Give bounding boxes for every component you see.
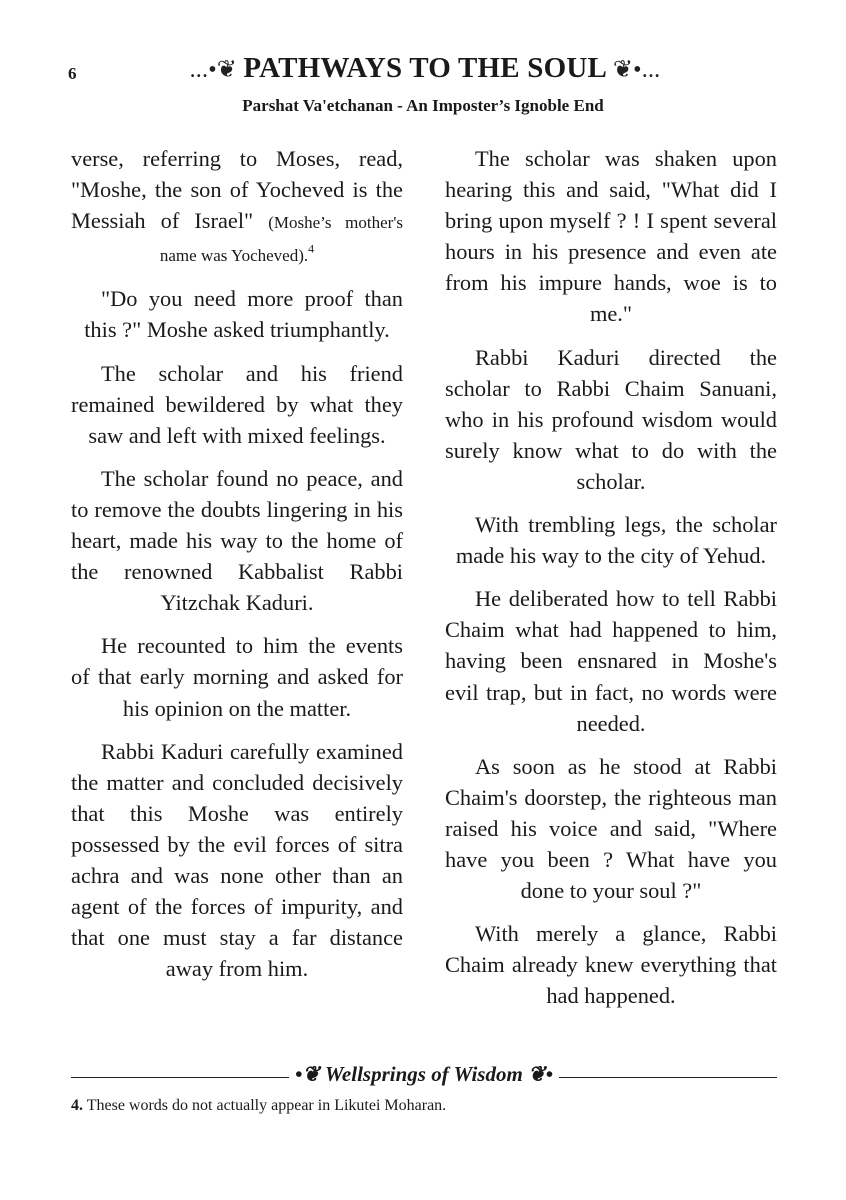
paragraph: As soon as he stood at Rabbi Chaim's doorstep, the righteous man raised his voice and said, "Where have you been ? What have you done to your soul ?"	[445, 753, 777, 904]
footnote-reference[interactable]: 4	[308, 241, 315, 256]
divider-ornament-icon: •❦	[294, 1062, 325, 1086]
parenthetical-note: (Moshe’s mother's name was Yocheved).	[159, 213, 404, 266]
left-flourish-ornament: ...•❦	[189, 57, 244, 83]
footnote-divider	[71, 1062, 777, 1092]
right-column	[445, 143, 777, 1023]
paragraph: He deliberated how to tell Rabbi Chaim what had happened to him, having been ensnared in Moshe's evil trap, but in fact, no words were needed.	[445, 586, 777, 736]
page-number: 6	[68, 64, 77, 83]
paragraph-text: verse, referring to Moses, read, "Moshe, the son of Yocheved is the Messiah of Israel"	[71, 146, 403, 234]
running-title	[130, 52, 720, 85]
footnote	[71, 1097, 777, 1115]
paragraph: He recounted to him the events of that early morning and asked for his opinion on the matter.	[71, 633, 403, 721]
paragraph: With merely a glance, Rabbi Chaim already knew everything that had happened.	[445, 921, 777, 1009]
right-flourish-ornament: ❦•...	[612, 57, 661, 83]
paragraph: With trembling legs, the scholar made his way to the city of Yehud.	[455, 512, 777, 569]
paragraph: Rabbi Kaduri directed the scholar to Rabbi Chaim Sanuani, who in his profound wisdom would surely know what to do with the scholar.	[445, 344, 777, 494]
paragraph	[71, 143, 403, 271]
chapter-subtitle: Parshat Va'etchanan - An Imposter’s Ignoble End	[242, 96, 604, 115]
paragraph: The scholar and his friend remained bewildered by what they saw and left with mixed feelings.	[71, 360, 403, 448]
divider-ornament-icon: ❦•	[522, 1062, 554, 1086]
paragraph: The scholar was shaken upon hearing this and said, "What did I bring upon myself ? ! I spent several hours in his presence and even ate from his impure hands, woe is to me."	[445, 146, 777, 327]
left-column	[71, 143, 403, 996]
paragraph: "Do you need more proof than this ?" Moshe asked triumphantly.	[84, 286, 403, 343]
paragraph: The scholar found no peace, and to remove the doubts lingering in his heart, made his way to the home of the renowned Kabbalist Rabbi Yitzchak Kaduri.	[71, 465, 403, 616]
footnote-text: These words do not actually appear in Likutei Moharan.	[86, 1097, 447, 1114]
divider-label: Wellsprings of Wisdom	[324, 1062, 523, 1086]
book-title: PATHWAYS TO THE SOUL	[243, 52, 606, 84]
paragraph: Rabbi Kaduri carefully examined the matter and concluded decisively that this Moshe was entirely possessed by the evil forces of sitra achra and was none other than an agent of the forces of impurity, and that one must stay a far distance away from him.	[71, 738, 403, 982]
footnote-number: 4.	[71, 1097, 83, 1114]
divider-label-wrap	[289, 1062, 559, 1087]
